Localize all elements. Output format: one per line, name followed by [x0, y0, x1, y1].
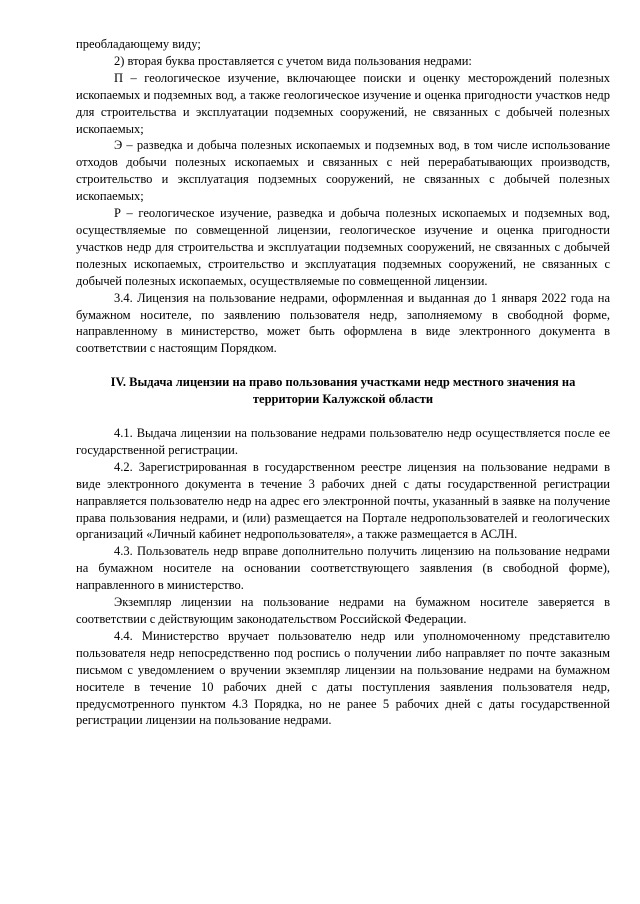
- section-heading: IV. Выдача лицензии на право пользования участками недр местного значения на территории Калужской области: [110, 375, 576, 407]
- paragraph-letter-p: П – геологическое изучение, включающее поиски и оценку месторождений полезных ископаемых и подземных вод, а также геологическое изучение и оценка пригодности участков недр для строительства и эксплуатации подземных сооружений, не связанных с добычей полезных ископаемых;: [76, 70, 610, 136]
- paragraph-4-3: 4.3. Пользователь недр вправе дополнительно получить лицензию на пользование недрами на бумажном носителе на основании соответствующего заявления (в свободной форме), направленного в министерство.: [76, 544, 610, 593]
- paragraph-copy-certification: Экземпляр лицензии на пользование недрами на бумажном носителе заверяется в соответствии с действующим законодательством Российской Федерации.: [76, 595, 610, 626]
- paragraph-4-4: 4.4. Министерство вручает пользователю недр или уполномоченному представителю пользователя недр непосредственно под роспись о получении либо направляет по почте заказным письмом с уведомлением о вручении экземпляр лицензии на пользование недрами на бумажном носителе в течение 10 рабочих дней с даты поступления заявления пользователя недр, предусмотренного пунктом 4.3 Порядка, но не ранее 5 рабочих дней с даты государственной регистрации лицензии на пользование недрами.: [76, 628, 610, 728]
- paragraph-3-4: 3.4. Лицензия на пользование недрами, оформленная и выданная до 1 января 2022 года на бумажном носителе, по заявлению пользователя недр, заполняемому в свободной форме, направленному в министерство, может быть оформлена в виде электронного документа в соответствии с настоящим Порядком.: [76, 290, 610, 356]
- paragraph-letter-e: Э – разведка и добыча полезных ископаемых и подземных вод, в том числе использование отходов добычи полезных ископаемых и связанных с ней перерабатывающих производств, строительство и эксплуатация подземных сооружений, не связанных с добычей полезных ископаемых;: [76, 138, 610, 204]
- paragraph-letter-r: Р – геологическое изучение, разведка и добыча полезных ископаемых и подземных вод, осуществляемые по совмещенной лицензии, геологическое изучение и оценка пригодности участков недр для строительства и эксплуатации подземных сооружений, не связанных с добычей полезных ископаемых, строительство и эксплуатация подземных сооружений, не связанных с добычей полезных ископаемых, осуществляемые по совмещенной лицензии.: [76, 206, 610, 288]
- paragraph-continuation: преобладающему виду;: [76, 37, 201, 51]
- paragraph-4-2: 4.2. Зарегистрированная в государственном реестре лицензия на пользование недрами в виде электронного документа в течение 3 рабочих дней с даты государственной регистрации направляется пользователю недр на адрес его электронной почты, указанный в заявке на получение права пользования недрами, и (или) размещается на Портале недропользователей и геологических организаций «Личный кабинет недропользователя», а также размещается в АСЛН.: [76, 459, 610, 542]
- paragraph-4-1: 4.1. Выдача лицензии на пользование недрами пользователю недр осуществляется после ее государственной регистрации.: [76, 426, 610, 457]
- paragraph-second-letter: 2) вторая буква проставляется с учетом вида пользования недрами:: [114, 53, 472, 68]
